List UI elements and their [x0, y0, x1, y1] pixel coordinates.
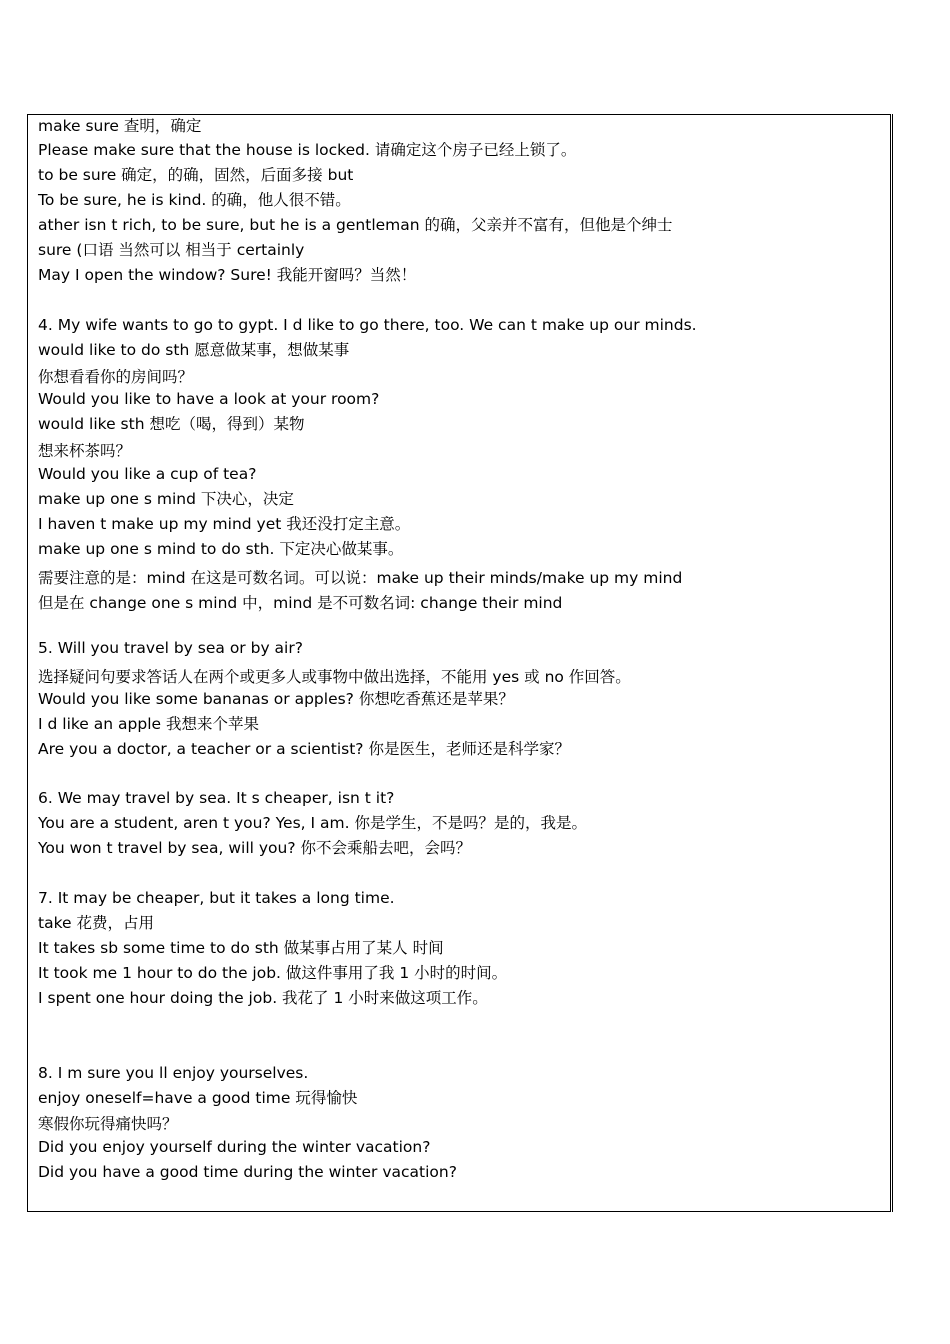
text-line: to be sure 确定，的确，固然，后面多接 but [38, 166, 354, 184]
text-line: make sure 查明，确定 [38, 117, 202, 135]
frame-right-border [892, 114, 893, 1212]
text-line: 寒假你玩得痛快吗？ [38, 1115, 178, 1133]
text-line: sure (口语 当然可以 相当于 certainly [38, 241, 305, 259]
text-line: It took me 1 hour to do the job. 做这件事用了我 1 小时的时间。 [38, 964, 508, 982]
text-line: ather isn t rich, to be sure, but he is a gentleman 的确，父亲并不富有，但他是个绅士 [38, 216, 673, 234]
text-line: 需要注意的是：mind 在这是可数名词。可以说：make up their minds/make up my mind [38, 569, 683, 587]
section-heading: 4. My wife wants to go to gypt. I d like to go there, too. We can t make up our minds. [38, 316, 697, 334]
text-line: I haven t make up my mind yet 我还没打定主意。 [38, 515, 411, 533]
text-line: Are you a doctor, a teacher or a scientist? 你是医生，老师还是科学家？ [38, 740, 570, 758]
text-line: You won t travel by sea, will you? 你不会乘船去吧，会吗？ [38, 839, 472, 857]
section-heading: 5. Will you travel by sea or by air? [38, 639, 303, 657]
text-line: would like sth 想吃（喝，得到）某物 [38, 415, 305, 433]
text-line: 想来杯茶吗？ [38, 442, 132, 460]
text-line: Did you have a good time during the winter vacation? [38, 1163, 457, 1181]
text-line: 你想看看你的房间吗？ [38, 368, 194, 386]
text-line: Did you enjoy yourself during the winter vacation? [38, 1138, 431, 1156]
text-line: make up one s mind 下决心，决定 [38, 490, 294, 508]
text-line: I d like an apple 我想来个苹果 [38, 715, 259, 733]
text-line: Would you like some bananas or apples? 你想吃香蕉还是苹果？ [38, 690, 514, 708]
text-line: 但是在 change one s mind 中，mind 是不可数名词: change their mind [38, 594, 563, 612]
text-line: May I open the window? Sure! 我能开窗吗？当然！ [38, 266, 417, 284]
section-heading: 7. It may be cheaper, but it takes a long time. [38, 889, 395, 907]
text-line: take 花费，占用 [38, 914, 154, 932]
text-line: make up one s mind to do sth. 下定决心做某事。 [38, 540, 404, 558]
text-line: enjoy oneself=have a good time 玩得愉快 [38, 1089, 358, 1107]
text-line: Please make sure that the house is locked. 请确定这个房子已经上锁了。 [38, 141, 577, 159]
text-line: Would you like a cup of tea? [38, 465, 257, 483]
text-line: 选择疑问句要求答话人在两个或更多人或事物中做出选择，不能用 yes 或 no 作回答。 [38, 668, 631, 686]
text-line: It takes sb some time to do sth 做某事占用了某人 时间 [38, 939, 444, 957]
text-line: would like to do sth 愿意做某事，想做某事 [38, 341, 350, 359]
section-heading: 8. I m sure you ll enjoy yourselves. [38, 1064, 309, 1082]
text-line: Would you like to have a look at your room? [38, 390, 380, 408]
text-line: To be sure, he is kind. 的确，他人很不错。 [38, 191, 351, 209]
section-heading: 6. We may travel by sea. It s cheaper, isn t it? [38, 789, 395, 807]
text-line: You are a student, aren t you? Yes, I am. 你是学生，不是吗？是的，我是。 [38, 814, 587, 832]
text-line: I spent one hour doing the job. 我花了 1 小时来做这项工作。 [38, 989, 488, 1007]
